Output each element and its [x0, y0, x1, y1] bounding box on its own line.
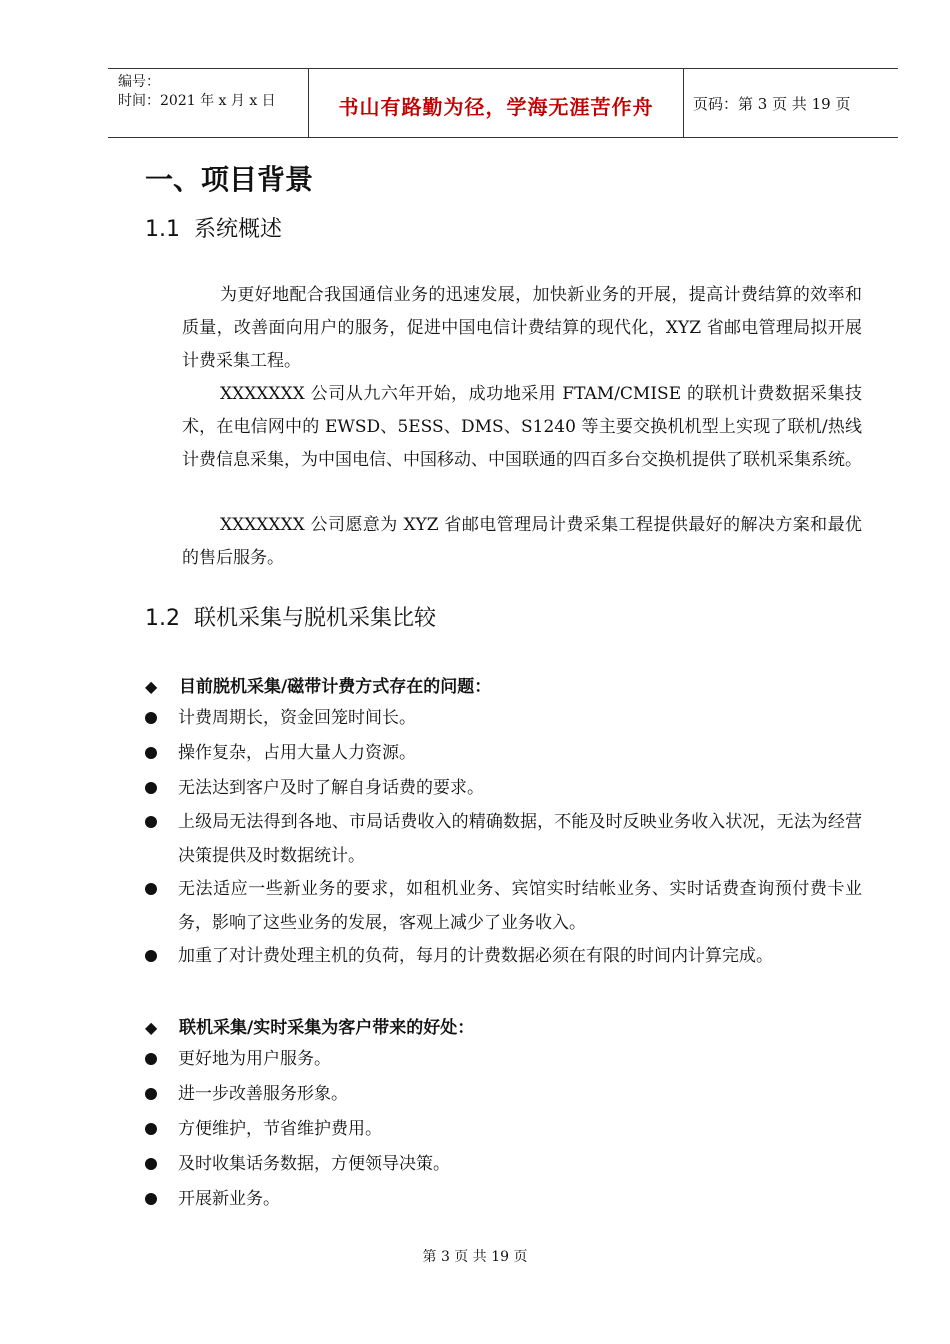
bullet-dot-icon: [145, 950, 157, 962]
subsection-heading-1-1: [145, 212, 282, 243]
list-item-text: 开展新业务。: [178, 1189, 280, 1209]
subsection-title: 系统概述: [194, 217, 283, 242]
bullet-dot-icon: [145, 1158, 157, 1170]
list-item: [145, 701, 865, 735]
page-code: 页码：第 3 页 共 19 页: [693, 95, 851, 113]
list-item: [145, 1182, 865, 1216]
paragraph: XXXXXXX 公司从九六年开始，成功地采用 FTAM/CMISE 的联机计费数据采集技术，在电信网中的 EWSD、5ESS、DMS、S1240 等主要交换机机型上实现了联机/热线计费信息采集，为中国电信、中国移动、中国联通的四百多台交换机提供了联机采集系统。: [182, 384, 862, 470]
list-item: [145, 1042, 865, 1076]
list-item: [145, 736, 865, 770]
list-item-text: 无法达到客户及时了解自身话费的要求。: [178, 778, 484, 798]
header-meta-cell: [108, 69, 308, 137]
paragraph: XXXXXXX 公司愿意为 XYZ 省邮电管理局计费采集工程提供最好的解决方案和最优的售后服务。: [182, 515, 862, 568]
bullet-dot-icon: [145, 883, 157, 895]
bullet-dot-icon: [145, 1193, 157, 1205]
list-item: [145, 771, 865, 805]
list-item-text: 更好地为用户服务。: [178, 1049, 331, 1069]
bullet-dot-icon: [145, 816, 157, 828]
bullet-dot-icon: [145, 712, 157, 724]
section-title: 一、项目背景: [145, 163, 314, 196]
list-heading-text: 目前脱机采集/磁带计费方式存在的问题：: [179, 677, 492, 697]
list-item-text: 及时收集话务数据，方便领导决策。: [178, 1154, 450, 1174]
header-page-cell: [683, 69, 898, 137]
bullet-dot-icon: [145, 782, 157, 794]
bullet-dot-icon: [145, 1088, 157, 1100]
time-label: 时间：2021 年 x 月 x 日: [118, 93, 276, 109]
list-item: [145, 1112, 865, 1146]
motto-text: 书山有路勤为径，学海无涯苦作舟: [338, 95, 654, 119]
list-item-text: 无法适应一些新业务的要求，如租机业务、宾馆实时结帐业务、实时话费查询预付费卡业务，影响了这些业务的发展，客观上减少了业务收入。: [178, 879, 862, 933]
list-item-text: 计费周期长，资金回笼时间长。: [178, 708, 416, 728]
list-item-text: 操作复杂，占用大量人力资源。: [178, 743, 416, 763]
header-motto-cell: [308, 69, 684, 137]
bullet-dot-icon: [145, 1053, 157, 1065]
header-table: [108, 68, 898, 138]
list-heading-problems: [145, 672, 491, 697]
list-item: [145, 805, 865, 873]
list-item-text: 方便维护，节省维护费用。: [178, 1119, 382, 1139]
subsection-number: 1.1: [145, 217, 180, 242]
diamond-bullet-icon: ◆: [145, 1018, 158, 1037]
list-item: [145, 872, 865, 940]
bullet-dot-icon: [145, 1123, 157, 1135]
list-item-text: 进一步改善服务形象。: [178, 1084, 348, 1104]
serial-label: 编号：: [118, 74, 160, 90]
bullet-dot-icon: [145, 747, 157, 759]
list-item-text: 上级局无法得到各地、市局话费收入的精确数据，不能及时反映业务收入状况，无法为经营决策提供及时数据统计。: [178, 812, 862, 866]
list-item: [145, 1147, 865, 1181]
subsection-number: 1.2: [145, 606, 180, 631]
list-heading-text: 联机采集/实时采集为客户带来的好处：: [179, 1018, 475, 1038]
list-item: [145, 1077, 865, 1111]
subsection-heading-1-2: [145, 601, 436, 632]
list-heading-benefits: [145, 1013, 474, 1038]
list-item-text: 加重了对计费处理主机的负荷，每月的计费数据必须在有限的时间内计算完成。: [178, 946, 773, 966]
diamond-bullet-icon: ◆: [145, 677, 158, 696]
list-item: [145, 939, 865, 973]
subsection-title: 联机采集与脱机采集比较: [194, 606, 437, 631]
paragraph: 为更好地配合我国通信业务的迅速发展，加快新业务的开展，提高计费结算的效率和质量，改善面向用户的服务，促进中国电信计费结算的现代化，XYZ 省邮电管理局拟开展计费采集工程。: [182, 285, 862, 371]
page-footer: 第 3 页 共 19 页: [422, 1249, 528, 1265]
